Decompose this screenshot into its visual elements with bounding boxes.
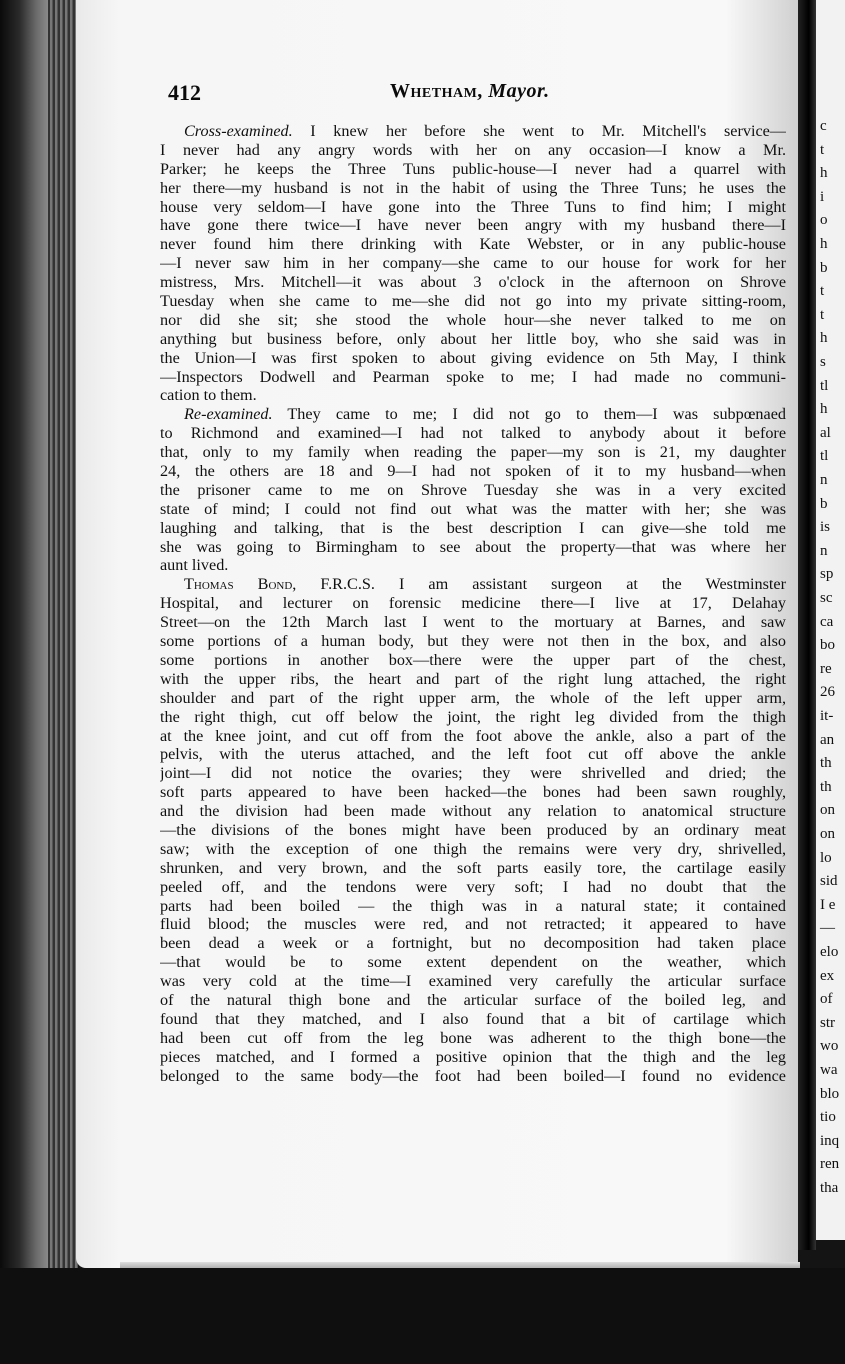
line-text: pieces matched, and I formed a positive opinion that the thigh and the leg — [160, 1047, 786, 1066]
line-text: and the division had been made without any relation to anatomical structure — [160, 802, 786, 821]
text-line — [160, 708, 786, 727]
line-text: some portions in another box—there were the upper part of the chest, — [160, 650, 786, 669]
line-text: some portions of a human body, but they were not then in the box, and also — [160, 632, 786, 651]
line-text: was very cold at the time—I examined very carefully the articular surface — [160, 972, 786, 991]
text-line — [160, 745, 786, 764]
text-line — [160, 462, 786, 481]
adjacent-page-text: I e — [820, 896, 836, 913]
text-line — [160, 878, 786, 897]
cross-examined-label: Cross-examined. — [184, 122, 293, 140]
adjacent-page-text: t — [820, 283, 825, 300]
text-line — [160, 764, 786, 783]
text-line — [160, 670, 786, 689]
line-text: her there—my husband is not in the habit of using the Three Tuns; he uses the — [160, 178, 786, 197]
adjacent-page-text: o — [820, 212, 828, 229]
text-line — [160, 122, 786, 141]
adjacent-page-text: 26 — [820, 684, 835, 701]
text-line — [160, 235, 786, 254]
re-examined-label: Re-examined. — [184, 405, 273, 424]
text-line — [160, 859, 786, 878]
text-line — [160, 689, 786, 708]
adjacent-page-text: it- — [820, 708, 834, 724]
text-line — [160, 254, 786, 273]
line-text: had been cut off from the leg bone was adherent to the thigh bone—the — [160, 1028, 786, 1047]
adjacent-page-text: h — [820, 330, 828, 347]
text-line — [160, 783, 786, 802]
text-line — [160, 443, 786, 462]
text-line — [160, 1029, 786, 1048]
line-text: —I never saw him in her company—she came to our house for work for her — [160, 254, 786, 273]
line-text: have gone there twice—I have never been angry with my husband there—I — [160, 216, 786, 235]
line-text: parts had been boiled — the thigh was in a natural state; it contained — [160, 896, 786, 915]
adjacent-page-text: h — [820, 165, 828, 182]
adjacent-page-text: n — [820, 472, 828, 488]
line-text: peeled off, and the tendons were very soft; I had no doubt that the — [160, 877, 786, 896]
line-text: aunt lived. — [160, 556, 229, 575]
text-line — [160, 216, 786, 235]
adjacent-page-text: ca — [820, 613, 834, 630]
line-text: nor did she sit; she stood the whole hour—she never talked to me on — [160, 310, 786, 329]
text-line — [160, 840, 786, 859]
line-text: Hospital, and lecturer on forensic medicine there—I live at 17, Delahay — [160, 594, 786, 613]
adjacent-page-text: wo — [820, 1038, 839, 1055]
adjacent-page-text: th — [820, 755, 832, 772]
line-text: house very seldom—I have gone into the Three Tuns to find him; I might — [160, 197, 786, 216]
text-line — [160, 386, 786, 405]
text-line — [160, 198, 786, 217]
line-text: shrunken, and very brown, and the soft parts easily tore, the cartilage easily — [160, 858, 786, 877]
running-office: Mayor. — [488, 80, 550, 102]
text-line — [160, 481, 786, 500]
line-text: saw; with the exception of one thigh the remains were very dry, shrivelled, — [160, 839, 786, 858]
text-line — [160, 519, 786, 538]
witness-name-label: Thomas Bond, — [184, 575, 297, 594]
text-line — [160, 632, 786, 651]
adjacent-page-fragment — [816, 0, 845, 1240]
line-text: anything but business before, only about her little boy, who she said was in — [160, 329, 786, 348]
adjacent-page-text: ex — [820, 967, 835, 984]
adjacent-page-text: n — [820, 542, 828, 559]
text-line — [160, 802, 786, 821]
line-text: belonged to the same body—the foot had been boiled—I found no evidence — [160, 1066, 786, 1085]
line-text: she was going to Birmingham to see about the property—that was where her — [160, 537, 786, 556]
text-line — [160, 594, 786, 613]
adjacent-page-text: wa — [820, 1062, 838, 1078]
line-text: soft parts appeared to have been hacked—the bones had been sawn roughly, — [160, 783, 786, 802]
line-text: laughing and talking, that is the best description I can give—she told me — [160, 518, 786, 537]
page-fold-shadow — [798, 0, 816, 1250]
text-line — [160, 273, 786, 292]
adjacent-page-text: of — [820, 991, 833, 1008]
text-line — [160, 915, 786, 934]
text-line — [160, 556, 786, 575]
adjacent-page-text: tl — [820, 377, 829, 394]
line-text: F.R.C.S. I am assistant surgeon at the Westminster — [320, 575, 786, 594]
line-text: of the natural thigh bone and the articular surface of the boiled leg, and — [160, 990, 786, 1009]
line-text: the Union—I was first spoken to about giving evidence on 5th May, I think — [160, 348, 786, 367]
text-line — [160, 330, 786, 349]
text-line — [160, 727, 786, 746]
line-text: with the upper ribs, the heart and part of the right lung attached, the right — [160, 669, 786, 688]
adjacent-page-text: is — [820, 519, 831, 536]
line-text: at the knee joint, and cut off from the foot above the ankle, also a part of the — [160, 726, 786, 745]
page-number: 412 — [168, 80, 201, 105]
line-text: —the divisions of the bones might have been produced by an ordinary meat — [160, 820, 786, 839]
text-line — [160, 613, 786, 632]
text-line — [160, 651, 786, 670]
text-line — [160, 972, 786, 991]
text-line — [160, 991, 786, 1010]
adjacent-page-text: tio — [820, 1109, 836, 1126]
book-spine — [0, 0, 48, 1364]
text-line — [160, 538, 786, 557]
line-text: shoulder and part of the right upper arm, the whole of the left upper arm, — [160, 688, 786, 707]
adjacent-page-text: tha — [820, 1180, 839, 1196]
adjacent-page-text: on — [820, 802, 835, 819]
text-line — [160, 1048, 786, 1067]
adjacent-page-text: h — [820, 401, 828, 418]
text-line — [160, 179, 786, 198]
line-text: 24, the others are 18 and 9—I had not spoken of it to my husband—when — [160, 462, 786, 481]
adjacent-page-text: sp — [820, 566, 834, 583]
line-text: pelvis, with the uterus attached, and the left foot cut off above the ankle — [160, 745, 786, 764]
adjacent-page-text: h — [820, 236, 828, 252]
text-line — [160, 405, 786, 424]
text-line — [160, 897, 786, 916]
line-text: joint—I did not notice the ovaries; they were shrivelled and dried; the — [160, 764, 786, 783]
text-line — [160, 311, 786, 330]
text-line — [160, 500, 786, 519]
line-text: never found him there drinking with Kate Webster, or in any public-house — [160, 235, 786, 254]
adjacent-page-text: an — [820, 731, 835, 748]
line-text: Street—on the 12th March last I went to the mortuary at Barnes, and saw — [160, 613, 786, 632]
text-line — [160, 575, 786, 594]
adjacent-page-text: inq — [820, 1132, 840, 1149]
adjacent-page-text: t — [820, 306, 825, 323]
text-line — [160, 821, 786, 840]
line-text: Tuesday when she came to me—she did not go into my private sitting-room, — [160, 292, 786, 311]
line-text: Parker; he keeps the Three Tuns public-house—I never had a quarrel with — [160, 159, 786, 178]
line-text: I never had any angry words with her on any occasion—I know a Mr. — [160, 140, 786, 159]
adjacent-page-text: lo — [820, 849, 832, 866]
adjacent-page-text: str — [820, 1014, 835, 1031]
line-text: cation to them. — [160, 386, 257, 405]
line-text: that, only to my family when reading the paper—my son is 21, my daughter — [160, 443, 786, 462]
line-text: state of mind; I could not find out what was the matter with her; she was — [160, 499, 786, 518]
text-line — [160, 1010, 786, 1029]
line-text: been dead a week or a fortnight, but no decomposition had taken place — [160, 934, 786, 953]
adjacent-page-text: i — [820, 188, 825, 205]
adjacent-page-text: ren — [820, 1156, 840, 1173]
page-edges — [48, 0, 78, 1364]
adjacent-page-text: sid — [820, 873, 838, 890]
adjacent-page-text: elo — [820, 944, 839, 960]
adjacent-page-text: — — [820, 920, 835, 937]
line-text: the right thigh, cut off below the joint, the right leg divided from the thigh — [160, 707, 786, 726]
testimony-text — [160, 122, 786, 1085]
running-header — [168, 80, 768, 110]
text-line — [160, 934, 786, 953]
adjacent-page-text: bo — [820, 637, 835, 654]
text-line — [160, 349, 786, 368]
adjacent-page-text: th — [820, 778, 832, 795]
adjacent-page-text: s — [820, 354, 826, 370]
adjacent-page-text: re — [820, 660, 832, 677]
adjacent-page-text: on — [820, 826, 835, 842]
adjacent-page-text: sc — [820, 590, 833, 606]
text-line — [160, 160, 786, 179]
line-text: the prisoner came to me on Shrove Tuesday she was in a very excited — [160, 480, 786, 499]
adjacent-page-text: blo — [820, 1085, 840, 1102]
running-name: Whetham, — [390, 80, 483, 102]
text-line — [160, 292, 786, 311]
text-line — [160, 424, 786, 443]
line-text: —that would be to some extent dependent on the weather, which — [160, 953, 786, 972]
line-text: I knew her before she went to Mr. Mitchell's service— — [310, 122, 786, 140]
line-text: fluid blood; the muscles were red, and not retracted; it appeared to have — [160, 915, 786, 934]
adjacent-page-text: c — [820, 118, 827, 134]
text-line — [160, 368, 786, 387]
scan-background — [0, 1268, 845, 1364]
line-text: found that they matched, and I also found that a bit of cartilage which — [160, 1009, 786, 1028]
line-text: —Inspectors Dodwell and Pearman spoke to me; I had made no communi- — [160, 367, 786, 386]
text-line — [160, 1067, 786, 1086]
line-text: mistress, Mrs. Mitchell—it was about 3 o'clock in the afternoon on Shrove — [160, 273, 786, 292]
adjacent-page-text: t — [820, 141, 825, 158]
adjacent-page-text: al — [820, 424, 831, 441]
line-text: to Richmond and examined—I had not talked to anybody about it before — [160, 424, 786, 443]
adjacent-page-text: b — [820, 495, 828, 512]
adjacent-page-text: b — [820, 259, 828, 276]
text-line — [160, 141, 786, 160]
text-line — [160, 953, 786, 972]
running-title — [390, 80, 550, 103]
adjacent-page-text: tl — [820, 448, 829, 465]
line-text: They came to me; I did not go to them—I was subpœnaed — [287, 405, 786, 424]
